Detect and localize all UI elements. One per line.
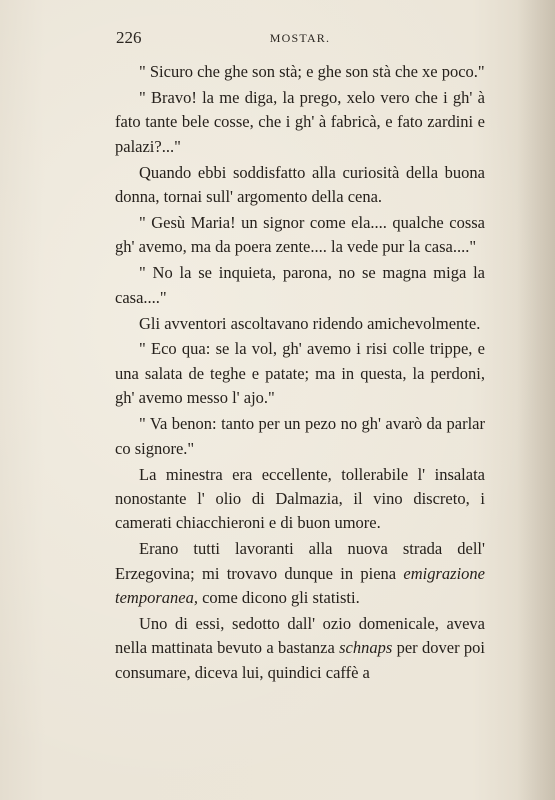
paragraph-6: Gli avventori ascoltavano ridendo amichevolmente. [139,313,481,333]
running-title: MOSTAR. [269,31,331,45]
page-edge-shadow [517,0,555,800]
paragraph-10 [115,537,485,610]
page-number: 226 [116,28,142,47]
page-header [116,28,484,50]
paragraph-10-italic: emigrazione temporanea, [115,563,485,608]
paragraph-4: " Gesù Maria! un signor come ela.... qualche cossa gh' avemo, ma da poera zente.... la vede pur la casa...." [115,212,485,257]
paragraph-1: " Sicuro che ghe son stà; e ghe son stà che xe poco." [139,62,485,81]
paragraph-5: " No la se inquieta, parona, no se magna miga la casa...." [115,263,485,307]
paragraph-11-italic: schnaps [339,638,393,658]
paragraph-2: " Bravo! la me diga, la prego, xelo vero che i gh' à fato tante bele cosse, che i gh' à fabricà, e fato zardini e palazi?..." [115,87,485,156]
paragraph-7: " Eco qua: se la vol, gh' avemo i risi colle trippe, e una salata de teghe e patate; ma in questa, la perdoni, gh' avemo messo l' ajo." [115,339,485,408]
paragraph-10-text-a: Erano tutti lavoranti alla nuova strada dell' Erzegovina; mi trovavo dunque in piena [115,539,485,583]
paragraph-11-text-b: per dover poi consumare, diceva lui, quindici caffè a [115,638,485,682]
paragraph-11 [115,612,485,685]
paragraph-10-text-b: come dicono gli statisti. [197,588,360,608]
paragraph-3: Quando ebbi soddisfatto alla curiosità della buona donna, tornai sull' argomento della cena. [115,162,485,207]
body-text [115,60,485,685]
paragraph-11-text-a: Uno di essi, sedotto dall' ozio domenicale, aveva nella mattinata bevuto a bastanza [115,613,485,658]
paragraph-8: " Va benon: tanto per un pezo no gh' avarò da parlar co signore." [115,414,485,458]
paragraph-9: La minestra era eccellente, tollerabile l' insalata nonostante l' olio di Dalmazia, il vino discreto, i camerati chiacchieroni e di buon umore. [115,464,485,533]
